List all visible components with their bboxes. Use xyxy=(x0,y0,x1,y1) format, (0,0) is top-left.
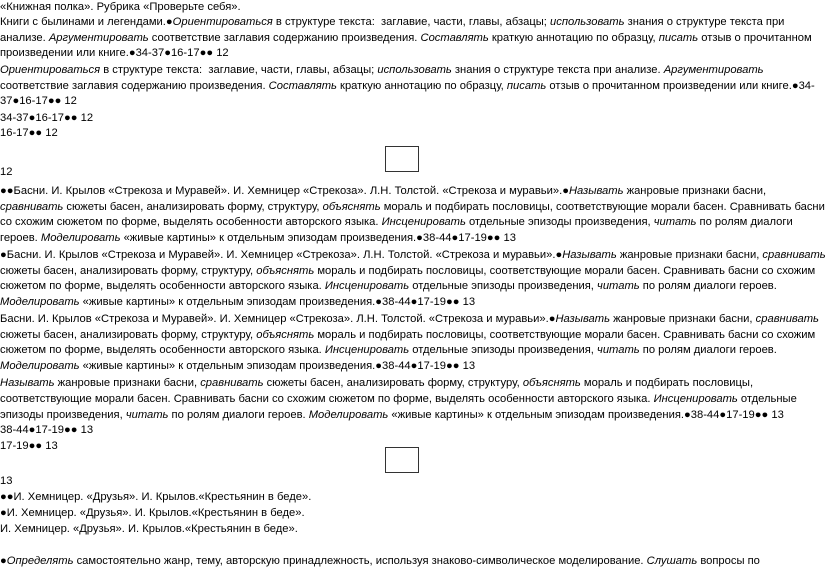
text-segment: ●●И. Хемницер. «Друзья». И. Крылов.«Крестьянин в беде». xyxy=(0,491,312,503)
italic-verb: Составлять xyxy=(420,32,489,44)
text-line xyxy=(0,79,815,95)
text-segment: сюжетом по форме, выделять особенности авторского языка. xyxy=(0,280,325,292)
text-line xyxy=(0,111,812,127)
italic-verb: Называть xyxy=(0,377,55,389)
text-line xyxy=(0,46,812,62)
italic-verb: сравнивать xyxy=(0,201,64,213)
italic-verb: писать xyxy=(506,80,547,92)
text-segment: соответствующие морали басен. Сравнивать басни со схожим сюжетом по форме, выделять особенности авторского языка. xyxy=(0,393,654,405)
text-segment: «живые картины» к отдельным эпизодам произведения.●38-44●17-19●● 13 xyxy=(120,232,516,244)
text-segment: Книги с былинами и легендами.● xyxy=(0,16,173,28)
text-segment: «Книжная полка». Рубрика «Проверьте себя». xyxy=(0,1,241,13)
text-line xyxy=(0,248,826,264)
text-line xyxy=(0,474,812,490)
text-segment: сюжетом по форме, выделять особенности авторского языка. xyxy=(0,344,325,356)
text-segment: 38-44●17-19●● 13 xyxy=(0,424,94,436)
text-line xyxy=(0,312,819,328)
text-line xyxy=(0,506,812,522)
italic-verb: читать xyxy=(597,280,640,292)
text-segment: ●Басни. И. Крылов «Стрекоза и Муравей». И. Хемницер «Стрекоза». Л.Н. Толстой. «Стрекоза и муравьи».● xyxy=(0,249,563,261)
italic-verb: читать xyxy=(597,344,640,356)
text-segment: отзыв о прочитанном произведении или книге.●34- xyxy=(546,80,815,92)
text-segment: мораль и подбирать пословицы, соответствующие морали басен. Сравнивать басни со схожим xyxy=(314,265,816,277)
italic-verb: Моделировать xyxy=(0,360,80,372)
text-line xyxy=(0,200,825,216)
text-segment: отдельные эпизоды произведения, xyxy=(409,344,598,356)
text-segment: сюжеты басен, анализировать форму, структуру, xyxy=(263,377,523,389)
text-line xyxy=(0,490,812,506)
italic-verb: объяснять xyxy=(322,201,381,213)
italic-verb: Инсценировать xyxy=(653,393,738,405)
text-segment: произведении или книге.●34-37●16-17●● 12 xyxy=(0,47,229,59)
text-segment: 13 xyxy=(0,475,13,487)
text-segment: в структуре текста: заглавие, части, главы, абзацы; xyxy=(272,16,551,28)
italic-verb: сравнивать xyxy=(762,249,826,261)
italic-verb: Определять xyxy=(6,555,74,567)
italic-verb: Составлять xyxy=(268,80,337,92)
text-line xyxy=(0,343,812,359)
text-segment: краткую аннотацию по образцу, xyxy=(336,80,507,92)
text-segment: ● xyxy=(0,555,7,567)
text-segment: отдельные эпизоды произведения, xyxy=(465,216,654,228)
text-segment: сюжеты басен, анализировать форму, структуру, xyxy=(63,201,323,213)
text-segment: сюжеты басен, анализировать форму, структуру, xyxy=(0,329,257,341)
text-segment: мораль и подбирать пословицы, соответствующие морали басен. Сравнивать басни со схожим xyxy=(314,329,816,341)
italic-verb: Моделировать xyxy=(40,232,121,244)
text-segment: отдельные xyxy=(737,393,797,405)
text-line xyxy=(0,392,812,408)
text-line xyxy=(0,0,812,16)
text-line xyxy=(0,359,812,375)
text-segment: 17-19●● 13 xyxy=(0,440,58,452)
text-segment: И. Хемницер. «Друзья». И. Крылов.«Крестьянин в беде». xyxy=(0,523,298,535)
text-segment: жанровые признаки басни, xyxy=(54,377,201,389)
italic-verb: Моделировать xyxy=(0,296,80,308)
italic-verb: Инсценировать xyxy=(324,344,410,356)
italic-verb: использовать xyxy=(377,64,452,76)
text-segment: жанровые признаки басни, xyxy=(616,249,763,261)
text-line xyxy=(0,295,812,311)
text-line xyxy=(0,63,812,79)
text-segment: знания о структуре текста при xyxy=(624,16,785,28)
text-segment: по ролям диалоги героев. xyxy=(639,280,777,292)
text-line xyxy=(0,423,812,439)
text-segment: мораль и подбирать пословицы, xyxy=(580,377,754,389)
empty-cell-box xyxy=(385,146,419,172)
italic-verb: Называть xyxy=(555,313,610,325)
empty-cell-box xyxy=(385,447,419,473)
text-line xyxy=(0,31,812,47)
text-segment: 37●16-17●● 12 xyxy=(0,95,77,107)
text-segment: ●●Басни. И. Крылов «Стрекоза и Муравей». И. Хемницер «Стрекоза». Л.Н. Толстой. «Стрекоза и муравьи».● xyxy=(0,185,569,197)
text-segment: жанровые признаки басни, xyxy=(623,185,767,197)
text-segment: Басни. И. Крылов «Стрекоза и Муравей». И. Хемницер «Стрекоза». Л.Н. Толстой. «Стрекоза и муравьи».● xyxy=(0,313,556,325)
italic-verb: Слушать xyxy=(646,555,698,567)
text-segment: по ролям диалоги героев. xyxy=(639,344,777,356)
text-segment: по ролям диалоги героев. xyxy=(168,409,309,421)
text-segment: «живые картины» к отдельным эпизодам произведения.●38-44●17-19●● 13 xyxy=(79,296,476,308)
text-segment: «живые картины» к отдельным эпизодам произведения.●38-44●17-19●● 13 xyxy=(388,409,784,421)
italic-verb: Аргументировать xyxy=(663,64,764,76)
text-segment: 16-17●● 12 xyxy=(0,127,58,139)
text-line xyxy=(0,184,812,200)
text-segment: «живые картины» к отдельным эпизодам произведения.●38-44●17-19●● 13 xyxy=(79,360,476,372)
text-line xyxy=(0,408,812,424)
text-segment: сюжеты басен, анализировать форму, структуру, xyxy=(0,265,257,277)
text-line xyxy=(0,264,816,280)
text-segment: мораль и подбирать пословицы, соответствующие морали басен. Сравнивать басни xyxy=(380,201,825,213)
italic-verb: Называть xyxy=(562,249,617,261)
text-segment: эпизоды произведения, xyxy=(0,409,126,421)
text-line xyxy=(0,279,812,295)
text-line xyxy=(0,231,812,247)
text-segment: по ролям диалоги xyxy=(696,216,793,228)
italic-verb: объяснять xyxy=(256,265,315,277)
text-line xyxy=(0,94,812,110)
text-line xyxy=(0,376,812,392)
text-segment: вопросы по xyxy=(697,555,760,567)
italic-verb: Аргументировать xyxy=(48,32,149,44)
italic-verb: Ориентироваться xyxy=(0,64,101,76)
text-line xyxy=(0,554,812,570)
italic-verb: Инсценировать xyxy=(381,216,466,228)
text-segment: самостоятельно жанр, тему, авторскую принадлежность, используя знаково-символическое моделирование. xyxy=(73,555,647,567)
italic-verb: Инсценировать xyxy=(324,280,410,292)
text-segment: анализе. xyxy=(0,32,49,44)
italic-verb: читать xyxy=(125,409,169,421)
text-segment: знания о структуре текста при анализе. xyxy=(451,64,664,76)
italic-verb: объяснять xyxy=(256,329,315,341)
italic-verb: Моделировать xyxy=(308,409,389,421)
italic-verb: объяснять xyxy=(522,377,581,389)
text-segment: 34-37●16-17●● 12 xyxy=(0,112,94,124)
text-segment: 12 xyxy=(0,166,13,178)
text-line xyxy=(0,215,812,231)
text-segment: краткую аннотацию по образцу, xyxy=(488,32,659,44)
text-segment: героев. xyxy=(0,232,41,244)
text-line xyxy=(0,522,812,538)
text-line xyxy=(0,15,812,31)
italic-verb: Называть xyxy=(568,185,624,197)
text-segment: отзыв о прочитанном xyxy=(698,32,812,44)
text-line xyxy=(0,328,816,344)
text-segment: отдельные эпизоды произведения, xyxy=(409,280,598,292)
italic-verb: сравнивать xyxy=(755,313,819,325)
text-segment: в структуре текста: заглавие, части, главы, абзацы; xyxy=(100,64,378,76)
text-segment: ●И. Хемницер. «Друзья». И. Крылов.«Крестьянин в беде». xyxy=(0,507,305,519)
text-segment: жанровые признаки басни, xyxy=(609,313,756,325)
text-segment: соответствие заглавия содержанию произведения. xyxy=(148,32,421,44)
italic-verb: сравнивать xyxy=(200,377,264,389)
italic-verb: использовать xyxy=(550,16,625,28)
italic-verb: Ориентироваться xyxy=(172,16,273,28)
italic-verb: писать xyxy=(658,32,699,44)
text-line xyxy=(0,126,812,142)
italic-verb: читать xyxy=(653,216,697,228)
text-segment: со схожим сюжетом по форме, выделять особенности авторского языка. xyxy=(0,216,382,228)
text-segment: соответствие заглавия содержанию произведения. xyxy=(0,80,269,92)
